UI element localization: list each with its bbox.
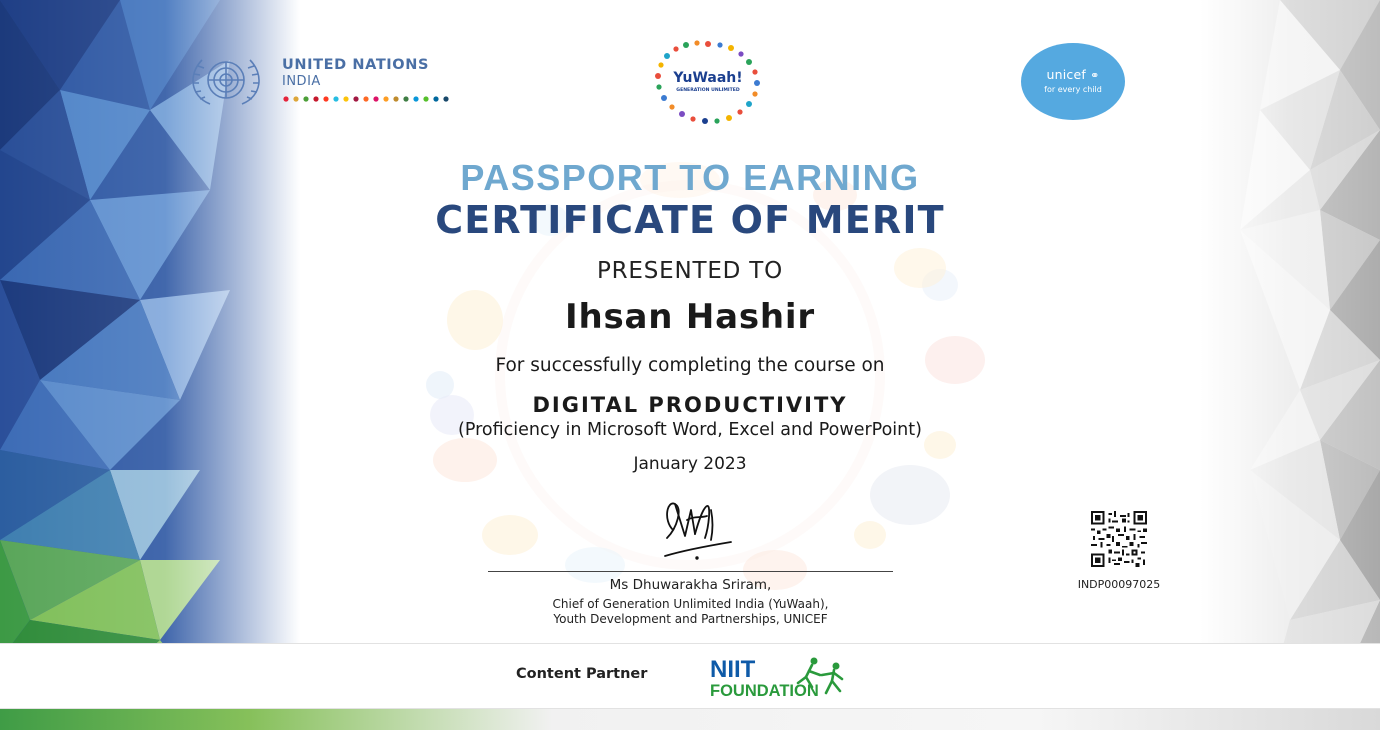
sdg-dots: [282, 95, 458, 103]
footer-band: [0, 643, 1380, 709]
footer-strip: [0, 709, 1380, 730]
content-partner-label: Content Partner: [516, 666, 648, 682]
certificate-id: INDP00097025: [1077, 578, 1161, 591]
signature-icon: [645, 490, 745, 562]
signatory-organization: Youth Development and Partnerships, UNICEF: [553, 612, 828, 626]
certificate-kicker: PASSPORT TO EARNING: [460, 157, 920, 198]
unicef-tagline: for every child: [1044, 85, 1102, 94]
signatory-role: Chief of Generation Unlimited India (YuWaah),: [552, 597, 829, 611]
un-line1: UNITED NATIONS: [282, 57, 430, 73]
qr-code-icon[interactable]: [1083, 511, 1155, 567]
yuwaah-tagline: GENERATION UNLIMITED: [676, 88, 740, 93]
course-name: DIGITAL PRODUCTIVITY: [532, 393, 848, 417]
presented-to-label: PRESENTED TO: [596, 258, 784, 284]
yuwaah-name: YuWaah!: [673, 70, 743, 86]
yuwaah-logo: [652, 38, 764, 126]
recipient-name: Ihsan Hashir: [565, 297, 815, 337]
unicef-logo: [1021, 43, 1125, 120]
signatory-name: Ms Dhuwarakha Sriram,: [609, 577, 772, 593]
un-line2: INDIA: [282, 74, 321, 89]
course-detail: (Proficiency in Microsoft Word, Excel and PowerPoint): [458, 420, 922, 440]
unicef-name: unicef ⚭: [1046, 67, 1100, 82]
completion-text: For successfully completing the course on: [495, 355, 885, 376]
niit-foundation-logo: [708, 655, 860, 699]
certificate-title: CERTIFICATE OF MERIT: [435, 198, 945, 242]
signature-line: [488, 571, 893, 572]
niit-line2: FOUNDATION: [710, 682, 819, 699]
un-emblem-icon: [180, 52, 272, 110]
un-india-wordmark: [282, 57, 429, 89]
certificate-date: January 2023: [633, 454, 747, 474]
niit-line1: NIIT: [710, 656, 756, 683]
